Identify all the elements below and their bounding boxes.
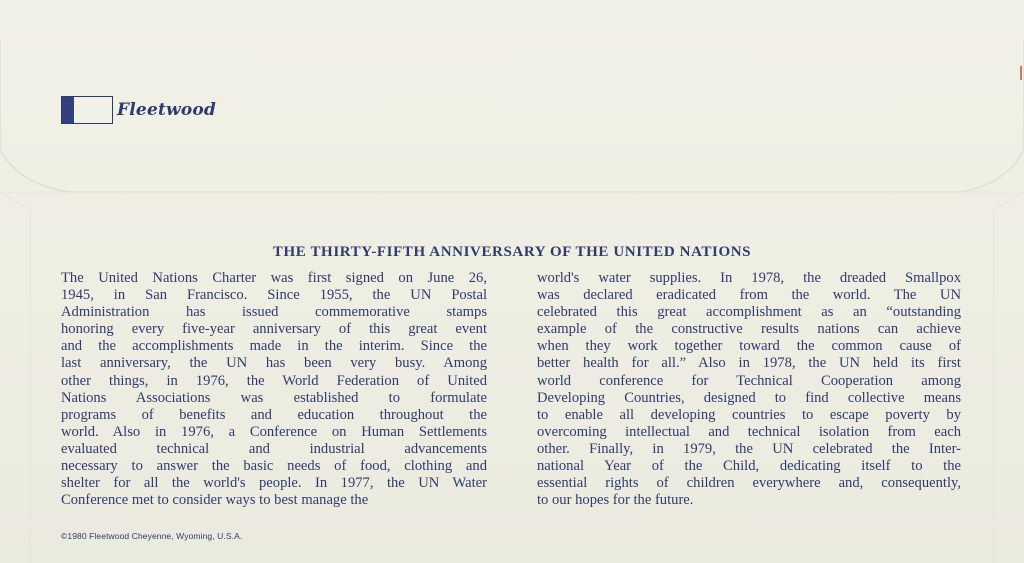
text-line: when they work together toward the common cause of — [537, 338, 961, 355]
text-line: shelter for all the world's people. In 1977, the UN Water — [61, 475, 487, 492]
logo-box-icon — [61, 96, 113, 124]
text-line: other. Finally, in 1979, the UN celebrated the Inter- — [537, 440, 961, 457]
text-line: Administration has issued commemorative stamps — [61, 304, 487, 321]
article-column-left — [61, 270, 487, 509]
text-line: overcoming intellectual and technical isolation from each — [537, 423, 961, 440]
logo-wordmark: Fleetwood — [117, 100, 217, 120]
fleetwood-logo — [61, 96, 216, 124]
text-line: necessary to answer the basic needs of food, clothing and — [61, 458, 487, 475]
text-line: Nations Associations was established to formulate — [61, 389, 487, 406]
text-line: essential rights of children everywhere and, consequently, — [537, 475, 961, 492]
text-line: and the accomplishments made in the interim. Since the — [61, 338, 487, 355]
text-line: programs of benefits and education throughout the — [61, 406, 487, 423]
text-line: example of the constructive results nations can achieve — [537, 321, 961, 338]
copyright-notice: ©1980 Fleetwood Cheyenne, Wyoming, U.S.A. — [61, 531, 243, 541]
logo-bar — [62, 97, 74, 123]
text-line: The United Nations Charter was first signed on June 26, — [61, 270, 487, 286]
edge-mark — [1020, 66, 1022, 80]
text-line: world conference for Technical Cooperation among — [537, 372, 961, 389]
text-line: celebrated this great accomplishment as an “outstanding — [537, 304, 961, 321]
text-line: to enable all developing countries to escape poverty by — [537, 406, 961, 423]
article-title: THE THIRTY-FIFTH ANNIVERSARY OF THE UNITED NATIONS — [272, 244, 752, 260]
text-line: world. Also in 1976, a Conference on Human Settlements — [61, 423, 487, 440]
text-line: Developing Countries, designed to find collective means — [537, 389, 961, 406]
article-column-right — [537, 270, 961, 509]
text-line: was declared eradicated from the world. The UN — [537, 287, 961, 304]
text-line: national Year of the Child, dedicating itself to the — [537, 458, 961, 475]
text-line: other things, in 1976, the World Federation of United — [61, 372, 487, 389]
text-line: better health for all.” Also in 1978, the UN held its first — [537, 355, 961, 372]
text-line: evaluated technical and industrial advancements — [61, 440, 487, 457]
text-line: world's water supplies. In 1978, the dreaded Smallpox — [537, 270, 961, 286]
text-line: 1945, in San Francisco. Since 1955, the UN Postal — [61, 287, 487, 304]
text-line: Conference met to consider ways to best manage the — [61, 492, 369, 509]
text-line: last anniversary, the UN has been very busy. Among — [61, 355, 487, 372]
text-line: to our hopes for the future. — [537, 492, 694, 509]
text-line: honoring every five-year anniversary of this great event — [61, 321, 487, 338]
